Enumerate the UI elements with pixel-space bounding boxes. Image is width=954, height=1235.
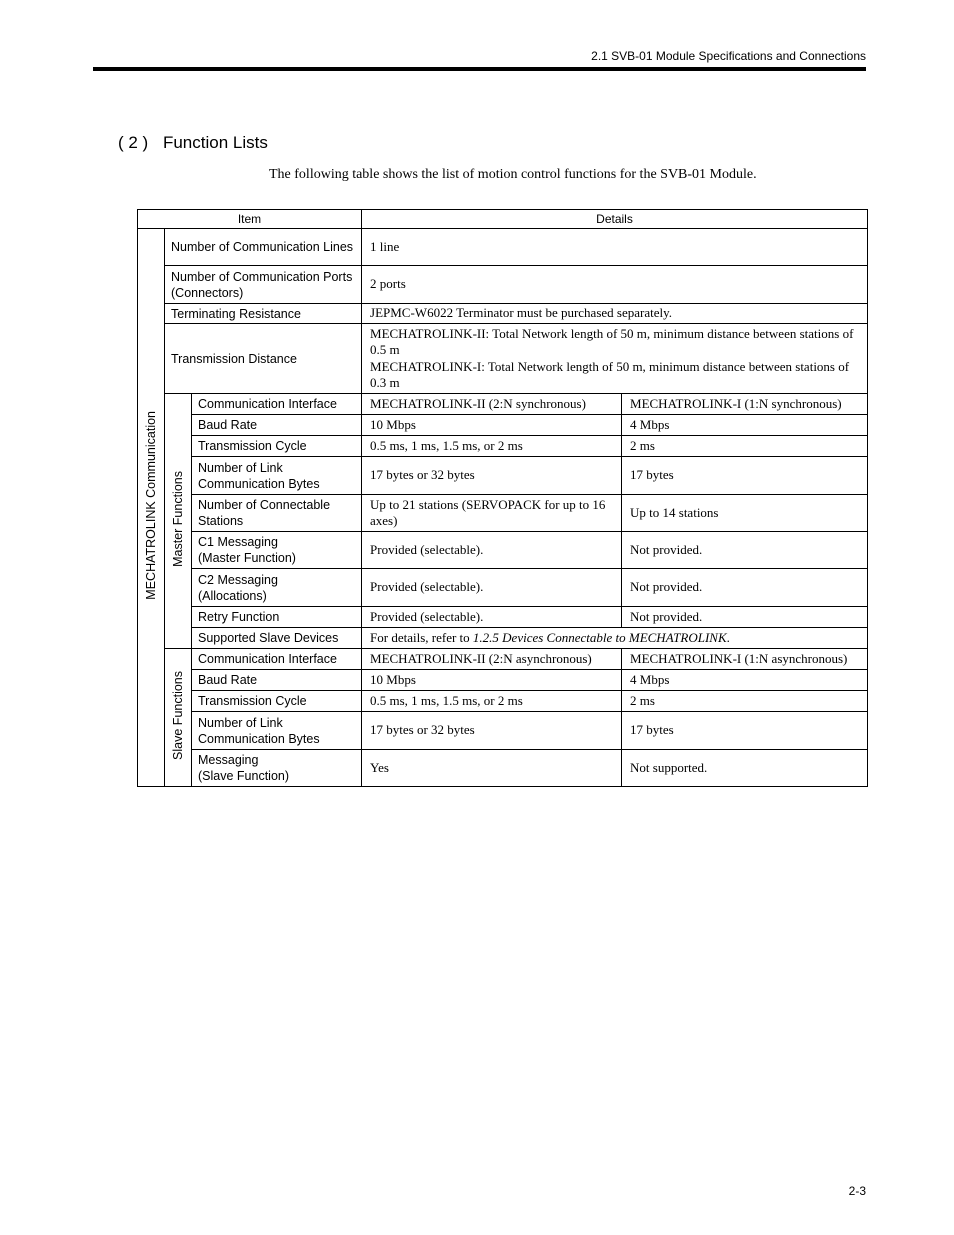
item-cell: Baud Rate bbox=[192, 670, 362, 691]
ml1-cell: 4 Mbps bbox=[622, 415, 868, 436]
item-line: (Master Function) bbox=[198, 551, 296, 565]
running-header: 2.1 SVB-01 Module Specifications and Connections bbox=[591, 49, 866, 63]
ml2-cell: MECHATROLINK-II (2:N asynchronous) bbox=[362, 649, 622, 670]
item-cell bbox=[192, 750, 362, 787]
ml1-cell: MECHATROLINK-I (1:N synchronous) bbox=[622, 394, 868, 415]
ml2-cell: Provided (selectable). bbox=[362, 532, 622, 569]
table-row bbox=[138, 628, 868, 649]
table-row bbox=[138, 750, 868, 787]
details-cell: 2 ports bbox=[362, 266, 868, 304]
reference-suffix: . bbox=[726, 629, 730, 645]
details-line: MECHATROLINK-II: Total Network length of 50 m, minimum distance between stations of 0.5 m bbox=[370, 325, 854, 357]
table-row bbox=[138, 607, 868, 628]
header-rule bbox=[93, 67, 866, 71]
item-cell: Communication Interface bbox=[192, 394, 362, 415]
reference-prefix: For details, refer to bbox=[370, 629, 473, 645]
header-details: Details bbox=[362, 210, 868, 229]
table-header-row bbox=[138, 210, 868, 229]
ml1-cell: Not provided. bbox=[622, 607, 868, 628]
group-label: MECHATROLINK Communication bbox=[144, 410, 158, 600]
group-label-cell bbox=[138, 229, 165, 787]
table-row bbox=[138, 670, 868, 691]
table-row bbox=[138, 415, 868, 436]
section-number: ( 2 ) bbox=[118, 133, 149, 152]
table-row bbox=[138, 304, 868, 324]
section-title bbox=[118, 133, 268, 153]
table-row bbox=[138, 495, 868, 532]
item-line: (Slave Function) bbox=[198, 769, 290, 783]
item-line: C1 Messaging bbox=[198, 535, 278, 549]
table-row bbox=[138, 532, 868, 569]
table-row bbox=[138, 266, 868, 304]
ml1-cell: 17 bytes bbox=[622, 712, 868, 750]
ml1-cell: 17 bytes bbox=[622, 457, 868, 495]
details-cell: JEPMC-W6022 Terminator must be purchased separately. bbox=[362, 304, 868, 324]
ml1-cell: 2 ms bbox=[622, 691, 868, 712]
ml2-cell: Up to 21 stations (SERVOPACK for up to 16 axes) bbox=[362, 495, 622, 532]
table-row bbox=[138, 569, 868, 607]
slave-label-cell bbox=[165, 649, 192, 787]
item-cell: Number of Communication Ports (Connectors) bbox=[165, 266, 362, 304]
ml2-cell: 10 Mbps bbox=[362, 415, 622, 436]
ml1-cell: Not provided. bbox=[622, 532, 868, 569]
item-cell: Number of Connectable Stations bbox=[192, 495, 362, 532]
ml2-cell: Provided (selectable). bbox=[362, 569, 622, 607]
table-row bbox=[138, 649, 868, 670]
ml2-cell: Provided (selectable). bbox=[362, 607, 622, 628]
slave-functions-label: Slave Functions bbox=[171, 670, 185, 760]
ml2-cell: 17 bytes or 32 bytes bbox=[362, 712, 622, 750]
item-cell: Baud Rate bbox=[192, 415, 362, 436]
table-row bbox=[138, 324, 868, 394]
details-cell bbox=[362, 324, 868, 394]
ml1-cell: 2 ms bbox=[622, 436, 868, 457]
ml1-cell: Up to 14 stations bbox=[622, 495, 868, 532]
ml2-cell: Yes bbox=[362, 750, 622, 787]
page-number: 2-3 bbox=[848, 1184, 866, 1198]
item-cell: Communication Interface bbox=[192, 649, 362, 670]
header-item: Item bbox=[138, 210, 362, 229]
item-cell: Number of Communication Lines bbox=[165, 229, 362, 266]
details-cell: 1 line bbox=[362, 229, 868, 266]
item-line: Messaging bbox=[198, 753, 259, 767]
item-cell bbox=[192, 532, 362, 569]
item-line: (Allocations) bbox=[198, 588, 267, 603]
item-line: C2 Messaging bbox=[198, 572, 278, 587]
item-cell: Transmission Cycle bbox=[192, 691, 362, 712]
master-functions-label: Master Functions bbox=[171, 470, 185, 567]
function-list-table bbox=[137, 209, 868, 787]
item-cell: Number of Link Communication Bytes bbox=[192, 712, 362, 750]
item-cell: Transmission Cycle bbox=[192, 436, 362, 457]
table-row bbox=[138, 457, 868, 495]
ml1-cell: Not supported. bbox=[622, 750, 868, 787]
section-reference: 1.2.5 Devices Connectable to MECHATROLINK bbox=[472, 629, 727, 645]
details-line: MECHATROLINK-I: Total Network length of 50 m, minimum distance between stations of 0.3 m bbox=[370, 358, 850, 390]
ml1-cell: 4 Mbps bbox=[622, 670, 868, 691]
ml1-cell: Not provided. bbox=[622, 569, 868, 607]
details-cell bbox=[362, 628, 868, 649]
item-cell: Terminating Resistance bbox=[165, 304, 362, 324]
table-row bbox=[138, 394, 868, 415]
ml2-cell: 10 Mbps bbox=[362, 670, 622, 691]
master-label-cell bbox=[165, 394, 192, 649]
section-title-text: Function Lists bbox=[162, 133, 268, 152]
table-row bbox=[138, 712, 868, 750]
item-cell: Retry Function bbox=[192, 607, 362, 628]
item-cell bbox=[192, 569, 362, 607]
ml2-cell: MECHATROLINK-II (2:N synchronous) bbox=[362, 394, 622, 415]
ml2-cell: 0.5 ms, 1 ms, 1.5 ms, or 2 ms bbox=[362, 691, 622, 712]
ml2-cell: 0.5 ms, 1 ms, 1.5 ms, or 2 ms bbox=[362, 436, 622, 457]
ml2-cell: 17 bytes or 32 bytes bbox=[362, 457, 622, 495]
table-row bbox=[138, 436, 868, 457]
table-row bbox=[138, 229, 868, 266]
item-cell: Number of Link Communication Bytes bbox=[192, 457, 362, 495]
intro-paragraph: The following table shows the list of motion control functions for the SVB-01 Module. bbox=[269, 167, 757, 182]
item-cell: Supported Slave Devices bbox=[192, 628, 362, 649]
table-row bbox=[138, 691, 868, 712]
item-cell: Transmission Distance bbox=[165, 324, 362, 394]
ml1-cell: MECHATROLINK-I (1:N asynchronous) bbox=[622, 649, 868, 670]
